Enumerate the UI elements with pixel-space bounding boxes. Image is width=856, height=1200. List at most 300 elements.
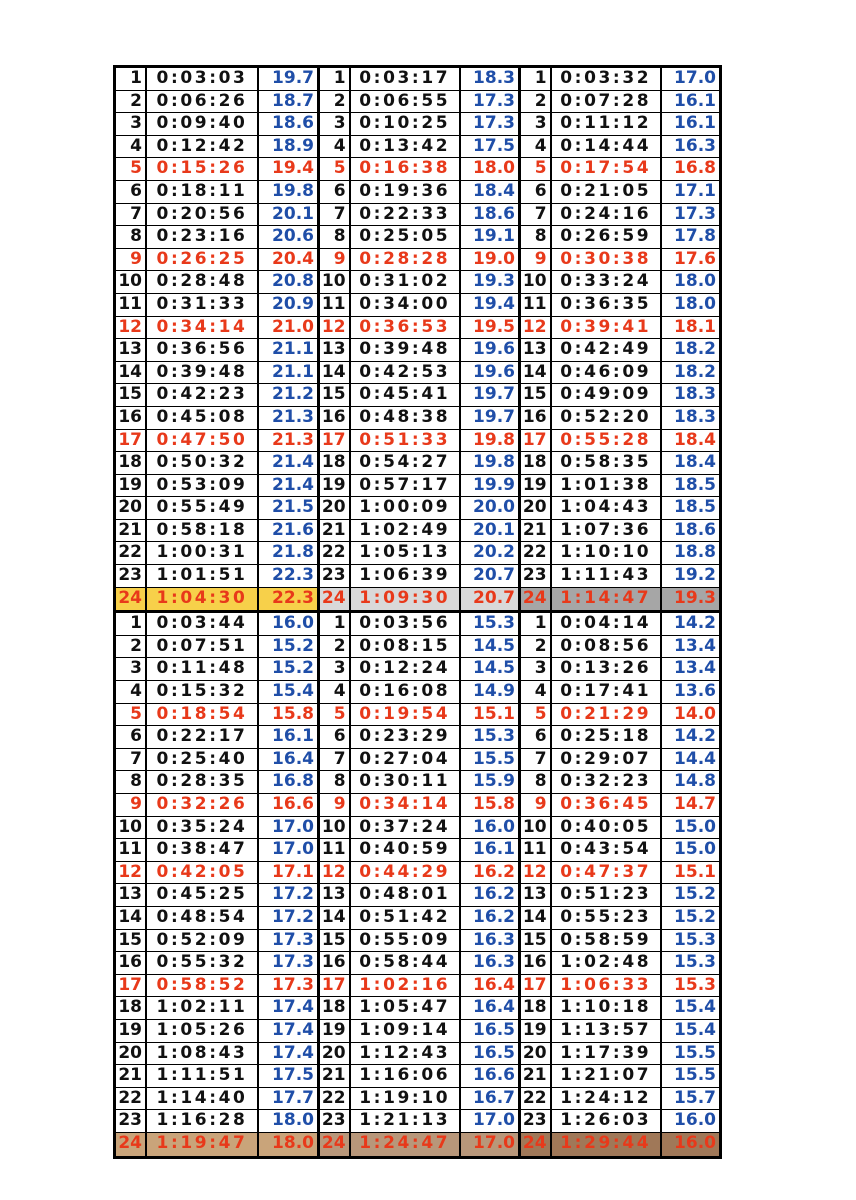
table-row — [116, 658, 317, 681]
table-row — [521, 1133, 719, 1156]
lap-number: 16 — [116, 407, 147, 429]
split-time: 0:26:59 — [552, 226, 662, 248]
speed-value: 17.3 — [272, 952, 314, 973]
table-row — [521, 839, 719, 862]
table-row — [320, 726, 518, 749]
speed-value: 20.1 — [272, 203, 314, 224]
table-row — [521, 952, 719, 975]
split-time: 0:13:42 — [351, 136, 461, 158]
table-row — [521, 91, 719, 114]
lap-number: 7 — [320, 204, 351, 226]
split-time: 0:51:23 — [552, 884, 662, 906]
lap-number: 5 — [116, 158, 147, 180]
lap-number: 8 — [320, 771, 351, 793]
speed-value: 14.2 — [674, 726, 716, 747]
lap-number: 16 — [116, 952, 147, 974]
lap-number: 21 — [116, 520, 147, 542]
split-time: 1:12:43 — [351, 1043, 461, 1065]
table-row — [116, 136, 317, 159]
table-row — [320, 658, 518, 681]
speed-value: 16.8 — [674, 158, 716, 179]
split-time: 1:00:31 — [147, 542, 259, 564]
speed-value: 18.6 — [674, 519, 716, 540]
table-column — [518, 68, 719, 610]
table-block-top — [116, 68, 719, 613]
split-time: 0:18:54 — [147, 704, 259, 726]
lap-number: 6 — [116, 181, 147, 203]
split-time: 0:07:51 — [147, 636, 259, 658]
speed-value: 17.2 — [272, 884, 314, 905]
split-time: 1:04:43 — [552, 497, 662, 519]
table-row — [320, 136, 518, 159]
table-row — [116, 1133, 317, 1156]
speed-value: 14.8 — [674, 771, 716, 792]
speed-value: 15.5 — [674, 1042, 716, 1063]
table-row — [116, 226, 317, 249]
table-row — [521, 226, 719, 249]
lap-number: 6 — [320, 181, 351, 203]
speed-value: 16.2 — [473, 861, 515, 882]
split-time: 1:29:44 — [552, 1133, 662, 1156]
split-time: 0:19:36 — [351, 181, 461, 203]
lap-number: 12 — [116, 862, 147, 884]
speed-value: 16.4 — [473, 974, 515, 995]
split-time: 0:03:17 — [351, 68, 461, 90]
split-time: 1:10:10 — [552, 542, 662, 564]
lap-number: 6 — [521, 181, 552, 203]
split-time: 0:26:25 — [147, 249, 259, 271]
split-time: 0:52:20 — [552, 407, 662, 429]
speed-value: 15.0 — [674, 816, 716, 837]
lap-number: 15 — [320, 384, 351, 406]
split-time: 1:19:10 — [351, 1088, 461, 1110]
table-row — [320, 930, 518, 953]
speed-value: 15.5 — [473, 748, 515, 769]
split-time: 0:34:00 — [351, 294, 461, 316]
table-row — [116, 952, 317, 975]
lap-number: 12 — [116, 317, 147, 339]
table-row — [116, 113, 317, 136]
lap-number: 14 — [521, 907, 552, 929]
split-time: 0:36:45 — [552, 794, 662, 816]
speed-value: 20.1 — [473, 519, 515, 540]
speed-value: 19.6 — [473, 339, 515, 360]
split-time: 0:58:59 — [552, 930, 662, 952]
table-row — [320, 704, 518, 727]
lap-number: 2 — [521, 91, 552, 113]
table-row — [116, 907, 317, 930]
lap-number: 10 — [320, 817, 351, 839]
table-row — [320, 636, 518, 659]
lap-number: 24 — [320, 1133, 351, 1156]
table-row — [116, 884, 317, 907]
speed-value: 18.2 — [674, 339, 716, 360]
table-row — [320, 204, 518, 227]
table-row — [521, 542, 719, 565]
lap-number: 5 — [320, 704, 351, 726]
lap-number: 1 — [521, 68, 552, 90]
split-time: 0:39:48 — [147, 362, 259, 384]
table-row — [116, 249, 317, 272]
table-row — [521, 520, 719, 543]
table-row — [320, 430, 518, 453]
table-row — [116, 317, 317, 340]
split-time: 0:15:26 — [147, 158, 259, 180]
speed-value: 19.4 — [272, 158, 314, 179]
split-time: 1:00:09 — [351, 497, 461, 519]
table-row — [521, 565, 719, 588]
lap-number: 19 — [116, 1020, 147, 1042]
split-time: 1:09:30 — [351, 588, 461, 611]
table-row — [521, 862, 719, 885]
split-time: 0:39:48 — [351, 339, 461, 361]
lap-number: 5 — [320, 158, 351, 180]
split-time: 0:16:38 — [351, 158, 461, 180]
lap-number: 2 — [116, 91, 147, 113]
table-row — [521, 794, 719, 817]
lap-number: 10 — [521, 271, 552, 293]
lap-number: 14 — [116, 907, 147, 929]
speed-value: 15.2 — [272, 658, 314, 679]
lap-number: 11 — [116, 839, 147, 861]
speed-value: 20.4 — [272, 248, 314, 269]
split-time: 0:17:41 — [552, 681, 662, 703]
split-time: 0:15:32 — [147, 681, 259, 703]
table-row — [116, 204, 317, 227]
table-row — [320, 1020, 518, 1043]
speed-value: 17.6 — [674, 248, 716, 269]
lap-number: 4 — [320, 136, 351, 158]
lap-number: 16 — [521, 952, 552, 974]
speed-value: 17.0 — [674, 68, 716, 88]
table-row — [521, 726, 719, 749]
speed-value: 18.0 — [272, 1132, 314, 1153]
table-row — [521, 136, 719, 159]
speed-value: 18.6 — [473, 203, 515, 224]
split-time: 0:08:56 — [552, 636, 662, 658]
split-time: 0:23:29 — [351, 726, 461, 748]
split-time: 1:14:47 — [552, 588, 662, 611]
speed-value: 16.1 — [674, 113, 716, 134]
table-row — [521, 817, 719, 840]
speed-value: 16.1 — [674, 90, 716, 111]
speed-value: 15.4 — [272, 681, 314, 702]
lap-number: 16 — [320, 952, 351, 974]
speed-value: 21.4 — [272, 452, 314, 473]
speed-value: 21.0 — [272, 316, 314, 337]
split-time: 0:28:48 — [147, 271, 259, 293]
speed-value: 18.0 — [674, 271, 716, 292]
lap-number: 18 — [116, 997, 147, 1019]
speed-value: 19.3 — [473, 271, 515, 292]
split-time: 0:10:25 — [351, 113, 461, 135]
table-row — [116, 1065, 317, 1088]
table-row — [116, 975, 317, 998]
speed-value: 17.0 — [473, 1132, 515, 1153]
speed-value: 21.2 — [272, 384, 314, 405]
split-time: 0:53:09 — [147, 475, 259, 497]
speed-value: 21.3 — [272, 406, 314, 427]
table-row — [521, 749, 719, 772]
lap-number: 18 — [521, 997, 552, 1019]
table-row — [116, 771, 317, 794]
speed-value: 18.2 — [674, 361, 716, 382]
speed-value: 21.1 — [272, 339, 314, 360]
table-row — [116, 497, 317, 520]
speed-value: 18.4 — [473, 180, 515, 201]
speed-value: 17.5 — [473, 135, 515, 156]
speed-value: 15.0 — [674, 839, 716, 860]
speed-value: 14.5 — [473, 658, 515, 679]
table-row — [320, 68, 518, 91]
lap-number: 21 — [116, 1065, 147, 1087]
lap-number: 5 — [521, 158, 552, 180]
split-time: 0:31:33 — [147, 294, 259, 316]
lap-number: 7 — [521, 204, 552, 226]
table-row — [521, 588, 719, 611]
lap-number: 15 — [320, 930, 351, 952]
split-time: 0:03:03 — [147, 68, 259, 90]
table-row — [116, 1043, 317, 1066]
lap-number: 2 — [116, 636, 147, 658]
lap-number: 12 — [521, 317, 552, 339]
speed-value: 15.3 — [473, 613, 515, 634]
split-time: 0:50:32 — [147, 452, 259, 474]
split-time: 0:06:26 — [147, 91, 259, 113]
split-time: 0:30:38 — [552, 249, 662, 271]
speed-value: 15.3 — [674, 929, 716, 950]
speed-value: 16.3 — [473, 929, 515, 950]
table-row — [320, 794, 518, 817]
table-row — [320, 1110, 518, 1133]
split-time: 0:04:14 — [552, 613, 662, 635]
speed-value: 21.8 — [272, 542, 314, 563]
speed-value: 20.7 — [473, 587, 515, 608]
lap-number: 7 — [116, 204, 147, 226]
lap-number: 13 — [320, 339, 351, 361]
table-row — [320, 339, 518, 362]
split-time: 0:58:44 — [351, 952, 461, 974]
table-row — [116, 636, 317, 659]
table-row — [320, 475, 518, 498]
split-time: 0:07:28 — [552, 91, 662, 113]
lap-number: 18 — [521, 452, 552, 474]
lap-number: 14 — [320, 362, 351, 384]
speed-value: 20.7 — [473, 565, 515, 586]
table-row — [320, 226, 518, 249]
lap-number: 23 — [521, 565, 552, 587]
lap-number: 4 — [116, 136, 147, 158]
speed-value: 14.5 — [473, 635, 515, 656]
split-time: 0:44:29 — [351, 862, 461, 884]
split-time: 1:08:43 — [147, 1043, 259, 1065]
table-row — [320, 771, 518, 794]
lap-number: 15 — [521, 384, 552, 406]
lap-number: 8 — [521, 771, 552, 793]
speed-value: 21.1 — [272, 361, 314, 382]
split-time: 0:32:23 — [552, 771, 662, 793]
table-column — [317, 613, 518, 1155]
speed-value: 17.2 — [272, 906, 314, 927]
split-time: 0:47:50 — [147, 430, 259, 452]
split-time: 0:12:24 — [351, 658, 461, 680]
table-row — [116, 68, 317, 91]
lap-number: 21 — [320, 520, 351, 542]
lap-number: 7 — [521, 749, 552, 771]
table-row — [320, 1065, 518, 1088]
speed-value: 16.2 — [473, 906, 515, 927]
table-row — [320, 158, 518, 181]
split-time: 1:19:47 — [147, 1133, 259, 1156]
lap-number: 12 — [320, 862, 351, 884]
table-row — [521, 475, 719, 498]
table-row — [320, 862, 518, 885]
table-row — [320, 749, 518, 772]
speed-value: 16.4 — [272, 748, 314, 769]
speed-value: 19.7 — [473, 384, 515, 405]
lap-number: 19 — [116, 475, 147, 497]
table-row — [521, 497, 719, 520]
split-time: 0:37:24 — [351, 817, 461, 839]
split-time: 0:40:05 — [552, 817, 662, 839]
table-row — [116, 384, 317, 407]
table-row — [116, 749, 317, 772]
split-time: 0:23:16 — [147, 226, 259, 248]
split-time: 0:13:26 — [552, 658, 662, 680]
speed-value: 13.4 — [674, 635, 716, 656]
lap-number: 15 — [521, 930, 552, 952]
lap-number: 9 — [521, 249, 552, 271]
lap-number: 24 — [116, 1133, 147, 1156]
table-column — [116, 613, 317, 1155]
speed-value: 15.3 — [674, 952, 716, 973]
table-row — [521, 339, 719, 362]
speed-value: 21.6 — [272, 519, 314, 540]
speed-value: 15.8 — [473, 794, 515, 814]
table-row — [320, 1088, 518, 1111]
split-time: 0:36:53 — [351, 317, 461, 339]
split-time: 0:36:56 — [147, 339, 259, 361]
table-row — [521, 907, 719, 930]
speed-value: 15.4 — [674, 997, 716, 1018]
table-row — [116, 91, 317, 114]
table-row — [116, 862, 317, 885]
table-row — [521, 1088, 719, 1111]
speed-value: 14.4 — [674, 748, 716, 769]
split-time: 0:12:42 — [147, 136, 259, 158]
table-row — [521, 271, 719, 294]
split-time: 0:11:12 — [552, 113, 662, 135]
split-time: 0:21:05 — [552, 181, 662, 203]
table-row — [320, 884, 518, 907]
lap-number: 9 — [116, 794, 147, 816]
lap-number: 8 — [116, 226, 147, 248]
split-time: 0:32:26 — [147, 794, 259, 816]
speed-value: 17.0 — [272, 816, 314, 837]
speed-value: 15.3 — [473, 726, 515, 747]
split-time: 1:11:43 — [552, 565, 662, 587]
lap-number: 1 — [116, 613, 147, 635]
table-column — [116, 68, 317, 610]
lap-number: 8 — [521, 226, 552, 248]
table-row — [116, 520, 317, 543]
lap-number: 22 — [521, 1088, 552, 1110]
speed-value: 16.5 — [473, 1042, 515, 1063]
split-time: 0:03:56 — [351, 613, 461, 635]
table-row — [320, 952, 518, 975]
table-row — [521, 249, 719, 272]
speed-value: 15.1 — [473, 703, 515, 724]
speed-value: 16.3 — [473, 952, 515, 973]
lap-number: 10 — [521, 817, 552, 839]
split-time: 0:25:18 — [552, 726, 662, 748]
lap-number: 22 — [116, 1088, 147, 1110]
lap-number: 3 — [320, 113, 351, 135]
speed-value: 19.3 — [674, 587, 716, 608]
split-time: 0:45:08 — [147, 407, 259, 429]
table-row — [521, 430, 719, 453]
speed-value: 17.3 — [473, 90, 515, 111]
split-time: 0:25:40 — [147, 749, 259, 771]
speed-value: 18.7 — [272, 90, 314, 111]
lap-number: 16 — [320, 407, 351, 429]
split-time: 0:46:09 — [552, 362, 662, 384]
split-time: 0:34:14 — [147, 317, 259, 339]
table-row — [521, 362, 719, 385]
speed-value: 19.5 — [473, 316, 515, 337]
lap-number: 11 — [116, 294, 147, 316]
lap-number: 21 — [320, 1065, 351, 1087]
speed-value: 16.6 — [473, 1065, 515, 1086]
speed-value: 16.7 — [473, 1087, 515, 1108]
table-row — [320, 588, 518, 611]
table-row — [320, 613, 518, 636]
table-row — [521, 317, 719, 340]
speed-value: 15.5 — [674, 1065, 716, 1086]
split-time: 0:55:32 — [147, 952, 259, 974]
speed-value: 17.1 — [272, 861, 314, 882]
split-time: 0:08:15 — [351, 636, 461, 658]
table-row — [116, 407, 317, 430]
lap-number: 20 — [116, 497, 147, 519]
split-time: 0:28:28 — [351, 249, 461, 271]
lap-number: 1 — [116, 68, 147, 90]
speed-value: 16.4 — [473, 997, 515, 1018]
table-row — [320, 91, 518, 114]
table-row — [320, 565, 518, 588]
lap-number: 13 — [521, 339, 552, 361]
lap-number: 3 — [521, 658, 552, 680]
split-time: 0:35:24 — [147, 817, 259, 839]
table-row — [320, 362, 518, 385]
speed-value: 17.1 — [674, 180, 716, 201]
split-time: 0:09:40 — [147, 113, 259, 135]
speed-value: 16.0 — [272, 613, 314, 634]
speed-value: 19.9 — [473, 474, 515, 495]
speed-value: 16.3 — [674, 135, 716, 156]
table-row — [320, 113, 518, 136]
split-time: 0:49:09 — [552, 384, 662, 406]
table-row — [116, 704, 317, 727]
lap-number: 4 — [521, 136, 552, 158]
table-row — [320, 294, 518, 317]
split-time: 0:51:33 — [351, 430, 461, 452]
speed-value: 16.0 — [674, 1132, 716, 1153]
speed-value: 15.8 — [272, 703, 314, 724]
table-row — [116, 339, 317, 362]
split-time: 1:14:40 — [147, 1088, 259, 1110]
table-row — [521, 930, 719, 953]
